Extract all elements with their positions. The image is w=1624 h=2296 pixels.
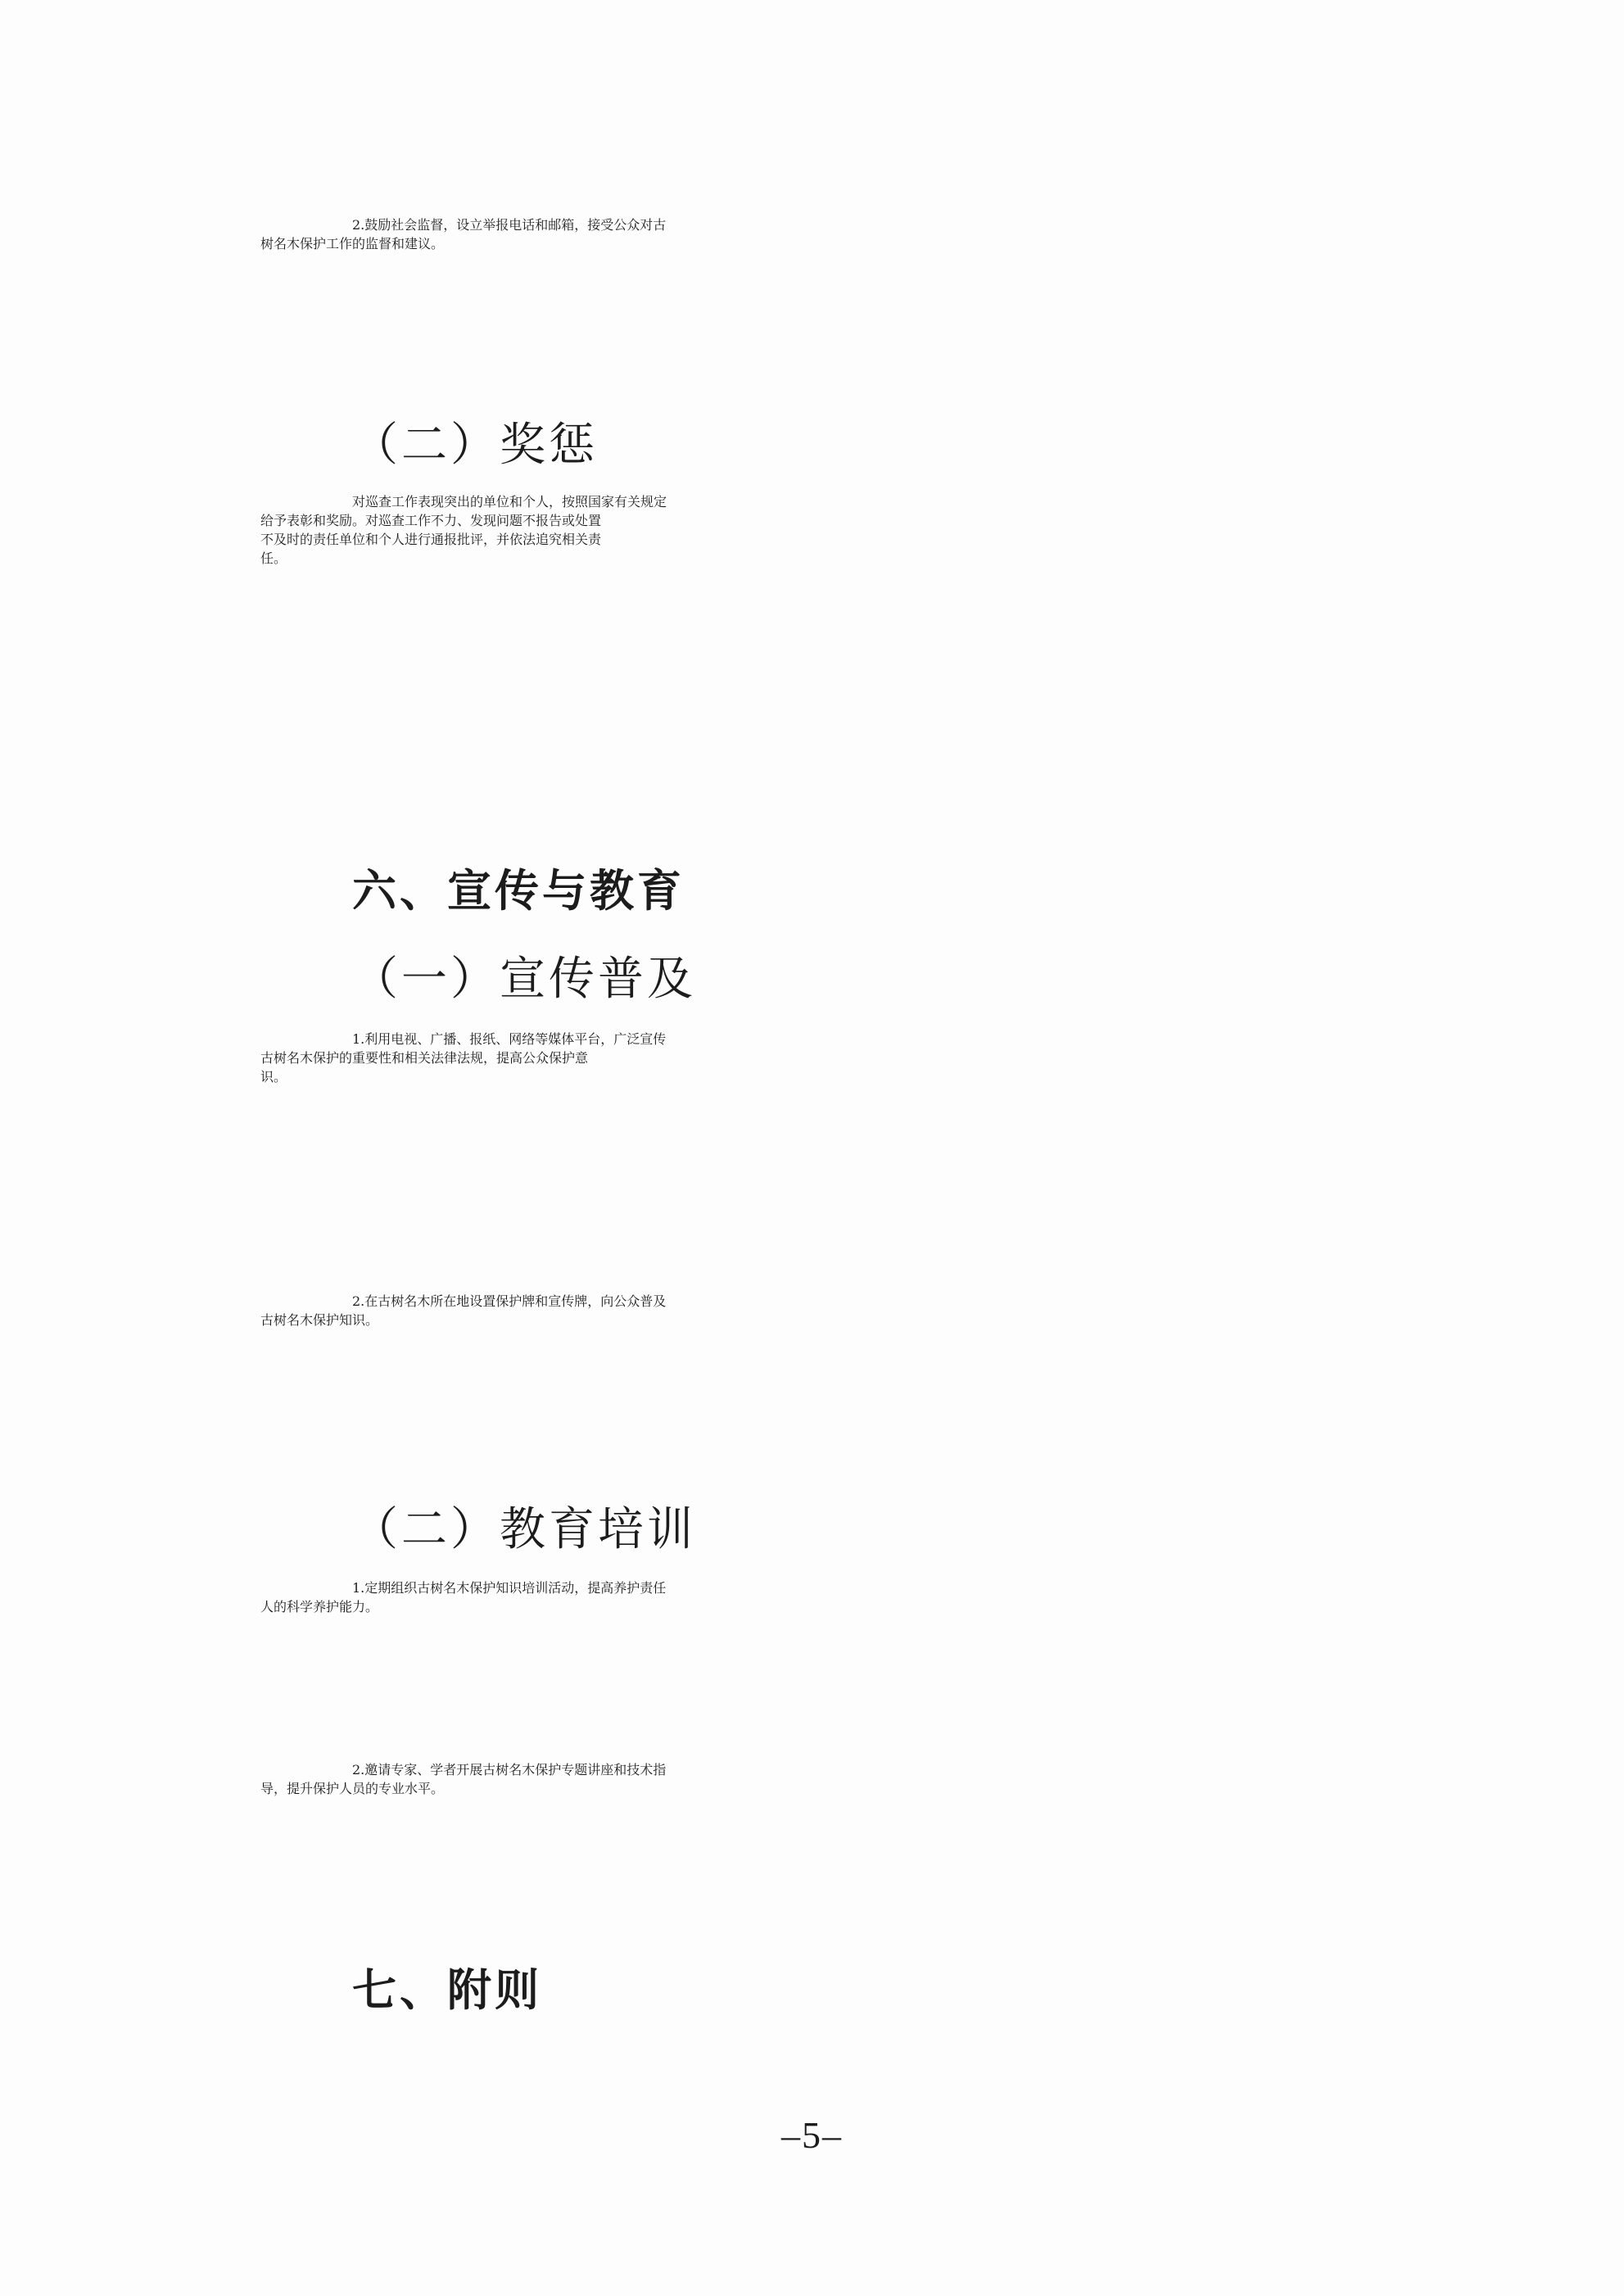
text-line: 树名木保护工作的监督和建议。 — [260, 236, 445, 251]
section-heading-publicity-education: 六、宣传与教育 — [352, 865, 685, 917]
text-line: 1.定期组织古树名木保护知识培训活动，提高养护责任 — [352, 1580, 667, 1596]
text-line: 识。 — [260, 1069, 287, 1085]
text-line: 导，提升保护人员的专业水平。 — [260, 1781, 445, 1796]
subheading-rewards-penalties: （二）奖惩 — [352, 419, 598, 472]
paragraph-supervision — [260, 215, 1391, 252]
text-line: 2.鼓励社会监督，设立举报电话和邮箱，接受公众对古 — [352, 217, 667, 233]
text-line: 1.利用电视、广播、报纸、网络等媒体平台，广泛宣传 — [352, 1031, 667, 1047]
paragraph-experts — [260, 1759, 1391, 1797]
text-line: 古树名木保护的重要性和相关法律法规，提高公众保护意 — [260, 1050, 589, 1066]
section-heading-supplementary: 七、附则 — [352, 1964, 542, 2016]
text-line: 任。 — [260, 550, 287, 566]
text-line: 古树名木保护知识。 — [260, 1312, 379, 1328]
paragraph-rewards — [260, 491, 1391, 567]
text-line: 对巡查工作表现突出的单位和个人，按照国家有关规定 — [352, 494, 667, 509]
text-line: 2.在古树名木所在地设置保护牌和宣传牌，向公众普及 — [352, 1293, 667, 1309]
paragraph-signage — [260, 1291, 1391, 1329]
text-line: 不及时的责任单位和个人进行通报批评，并依法追究相关责 — [260, 532, 602, 547]
paragraph-media — [260, 1029, 1391, 1085]
page-number: –5– — [781, 2114, 843, 2156]
paragraph-training — [260, 1578, 1391, 1615]
subheading-education-training: （二）教育培训 — [352, 1503, 696, 1556]
subheading-publicity: （一）宣传普及 — [352, 953, 696, 1006]
text-line: 人的科学养护能力。 — [260, 1599, 379, 1614]
text-line: 给予表彰和奖励。对巡查工作不力、发现问题不报告或处置 — [260, 513, 602, 528]
text-line: 2.邀请专家、学者开展古树名木保护专题讲座和技术指 — [352, 1762, 667, 1777]
